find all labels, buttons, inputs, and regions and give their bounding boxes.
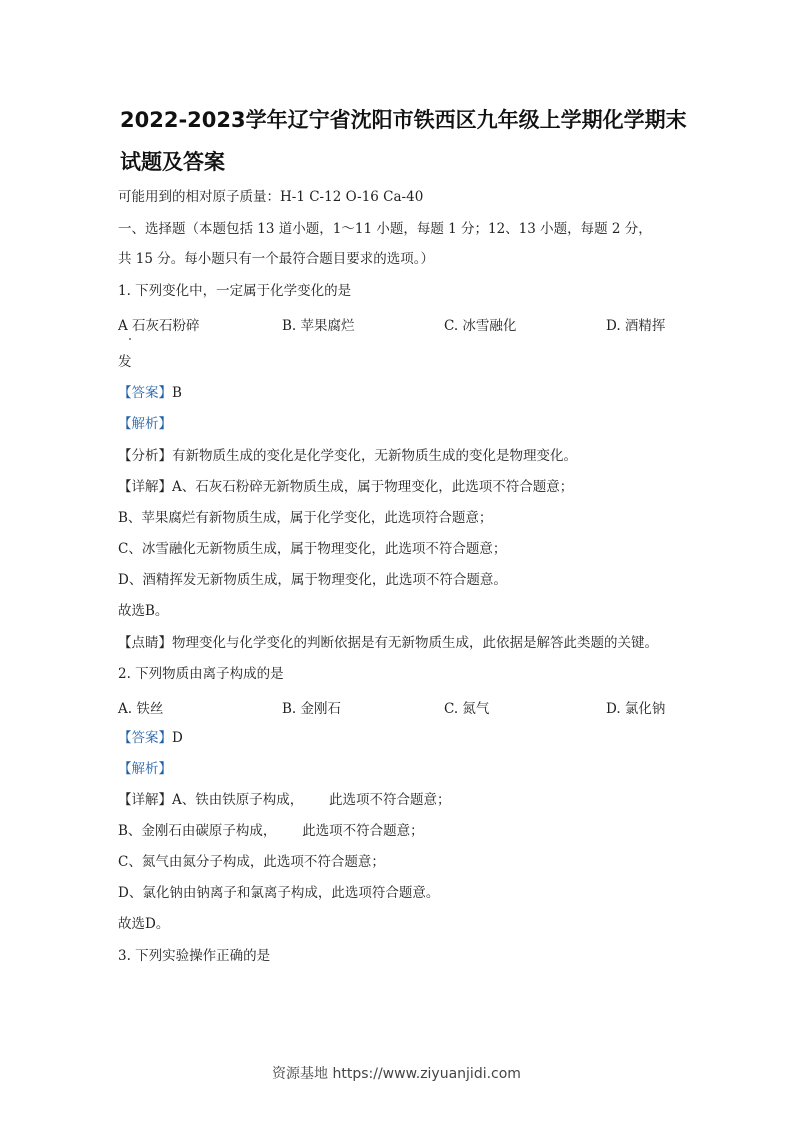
atomic-mass-note: 可能用到的相对原子质量：H-1 C-12 O-16 Ca-40 (118, 189, 424, 205)
q1-detail-a (118, 478, 573, 496)
q2-option-d: D. 氯化钠 (606, 701, 666, 717)
stray-dot (129, 338, 131, 340)
q2-option-c: C. 氮气 (444, 701, 490, 717)
detail-a-text: A、铁由铁原子构成， 此选项不符合题意； (172, 792, 451, 808)
q1-detail-d: D、酒精挥发无新物质生成，属于物理变化，此选项不符合题意。 (118, 572, 507, 588)
q1-option-d: D. 酒精挥 (606, 318, 666, 334)
answer-value: B (172, 385, 182, 401)
q2-choose: 故选D。 (118, 916, 170, 932)
detail-tag: 【详解】 (118, 792, 172, 808)
q1-analysis-tag: 【解析】 (118, 416, 172, 432)
q1-choose: 故选B。 (118, 603, 169, 619)
answer-tag: 【答案】 (118, 730, 172, 746)
q1-stem: 1. 下列变化中，一定属于化学变化的是 (118, 283, 352, 299)
fenxi-tag: 【分析】 (118, 448, 172, 464)
q2-detail-b: B、金刚石由碳原子构成， 此选项不符合题意； (118, 823, 424, 839)
dianjing-tag: 【点睛】 (118, 635, 172, 651)
q2-answer (118, 729, 183, 747)
document-title-line1: 2022-2023学年辽宁省沈阳市铁西区九年级上学期化学期末 (120, 108, 687, 132)
section-instructions-line2: 共 15 分。每小题只有一个最符合题目要求的选项。） (118, 251, 435, 267)
q2-option-a: A. 铁丝 (118, 701, 164, 717)
footer-watermark: 资源基地 https://www.ziyuanjidi.com (272, 1066, 521, 1082)
q2-option-b: B. 金刚石 (282, 701, 342, 717)
q1-option-b: B. 苹果腐烂 (282, 318, 355, 334)
q2-stem: 2. 下列物质由离子构成的是 (118, 666, 284, 682)
detail-a-text: A、石灰石粉碎无新物质生成，属于物理变化，此选项不符合题意； (172, 479, 574, 495)
q1-option-a: A 石灰石粉碎 (118, 318, 200, 334)
q2-detail-c: C、氮气由氮分子构成，此选项不符合题意； (118, 854, 385, 870)
answer-value: D (172, 730, 183, 746)
q1-dianjing (118, 634, 658, 652)
q1-option-d-wrap: 发 (118, 354, 132, 370)
q2-analysis-tag: 【解析】 (118, 761, 172, 777)
q2-detail-a (118, 791, 451, 809)
q1-answer (118, 384, 182, 402)
section-instructions-line1: 一、选择题（本题包括 13 道小题，1～11 小题，每题 1 分；12、13 小题，每题 2 分， (118, 221, 652, 237)
q1-detail-c: C、冰雪融化无新物质生成，属于物理变化，此选项不符合题意； (118, 541, 507, 557)
answer-tag: 【答案】 (118, 385, 172, 401)
q2-detail-d: D、氯化钠由钠离子和氯离子构成，此选项符合题意。 (118, 885, 440, 901)
q3-stem: 3. 下列实验操作正确的是 (118, 948, 271, 964)
detail-tag: 【详解】 (118, 479, 172, 495)
fenxi-text: 有新物质生成的变化是化学变化，无新物质生成的变化是物理变化。 (172, 448, 577, 464)
q1-option-c: C. 冰雪融化 (444, 318, 517, 334)
document-title-line2: 试题及答案 (120, 150, 225, 174)
q1-detail-b: B、苹果腐烂有新物质生成，属于化学变化，此选项符合题意； (118, 510, 493, 526)
q1-fenxi (118, 447, 577, 465)
dianjing-text: 物理变化与化学变化的判断依据是有无新物质生成，此依据是解答此类题的关键。 (172, 635, 658, 651)
